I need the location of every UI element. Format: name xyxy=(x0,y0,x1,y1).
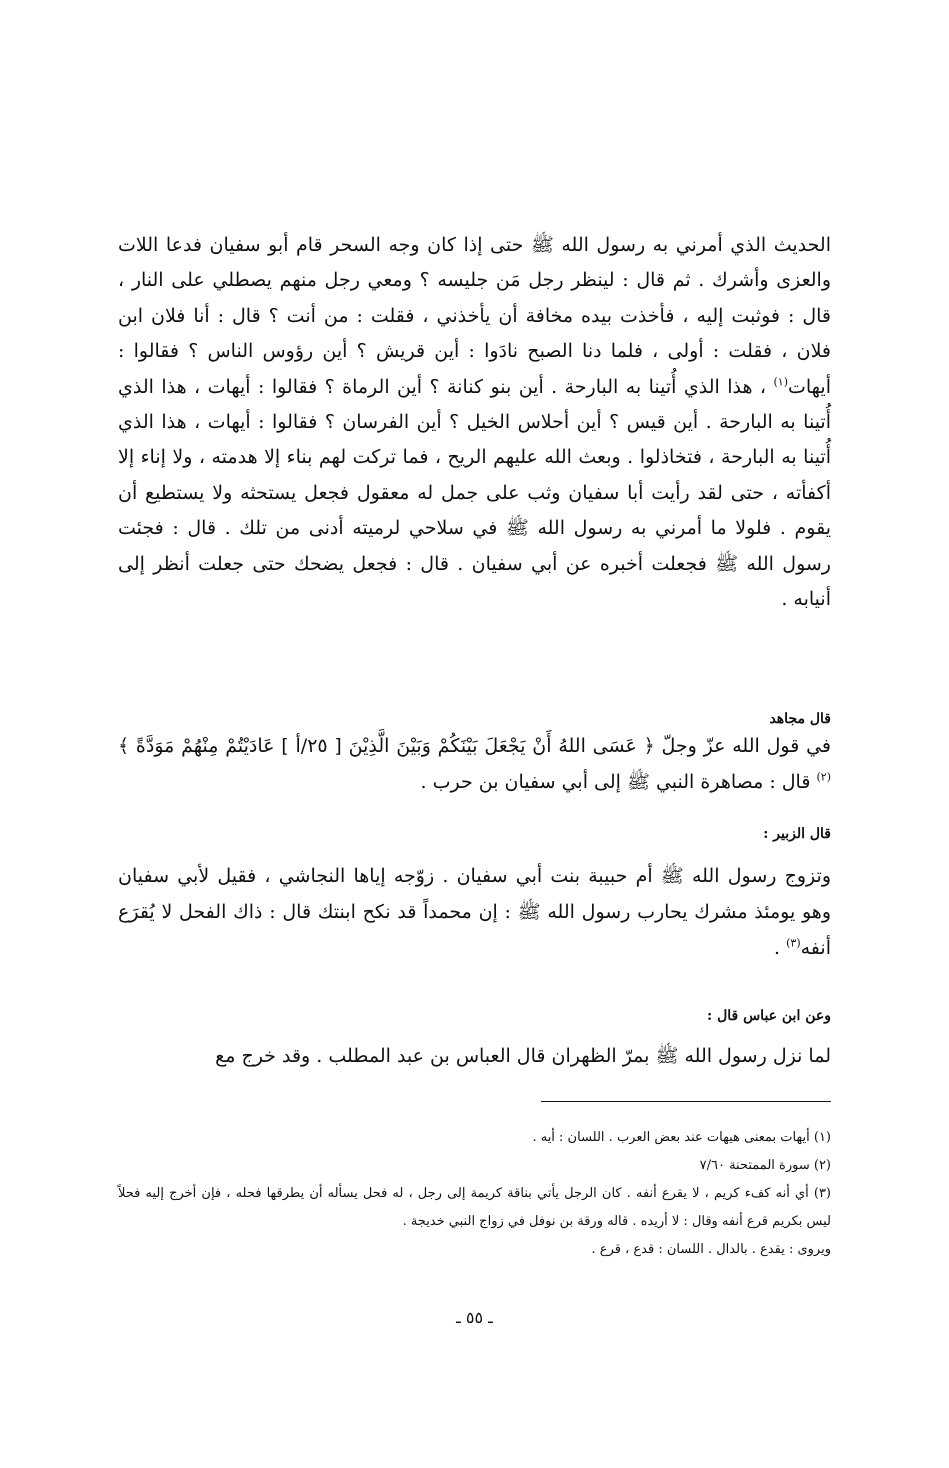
heading-zubair: قال الزبير : xyxy=(763,826,831,842)
footnote-ref-3[interactable]: (٣) xyxy=(786,936,801,950)
footnote-3: (٣) أي أنه كفء كريم ، لا يقرع أنفه . كان الرجل يأتي بناقة كريمة إلى رجل ، له فحل يسأله أن يطرقها فحله ، فإن أخرج إليه فحلاً ليس بكريم قرع أنفه وقال : لا أريده . قاله ورقة بن نوفل في زواج النبي خديجة . xyxy=(118,1186,831,1229)
heading-mujahid: قال مجاهد xyxy=(769,711,831,727)
paragraph-zubair-end: . xyxy=(774,937,787,959)
paragraph-mujahid xyxy=(118,728,831,800)
page-number: ـ ٥٥ ـ xyxy=(456,1308,493,1327)
footnote-ref-2[interactable]: (٢) xyxy=(816,770,831,784)
main-paragraph xyxy=(118,228,831,617)
footnote-1: (١) أيهات بمعنى هيهات عند بعض العرب . اللسان : أيه . xyxy=(532,1130,831,1145)
paragraph-ibn-abbas-text: لما نزل رسول الله ﷺ بمرّ الظهران قال العباس بن عبد المطلب . وقد خرج مع xyxy=(215,1045,831,1067)
footnote-ref-1[interactable]: (١) xyxy=(773,375,788,389)
paragraph-mujahid-text: قال : مصاهرة النبي ﷺ إلى أبي سفيان بن حرب . xyxy=(420,771,817,793)
main-paragraph-text: الحديث الذي أمرني به رسول الله ﷺ حتى إذا كان وجه السحر قام أبو سفيان فدعا اللات والعزى وأشرك . ثم قال : لينظر رجل مَن جليسه ؟ ومعي رجل منهم يصطلي على النار ، قال : فوثبت إليه ، فأخذت بيده مخافة أن يأخذني ، فقلت : من أنت ؟ قال : أنا فلان ابن فلان ، فقلت : أولى ، فلما دنا الصبح نادَوا : أين قريش ؟ أين رؤوس الناس ؟ فقالوا : أيهات xyxy=(118,234,831,398)
paragraph-zubair xyxy=(118,858,831,966)
paragraph-ibn-abbas xyxy=(118,1038,831,1074)
footnote-divider xyxy=(541,1101,831,1102)
footnote-2: (٢) سورة الممتحنة ٧/٦٠ xyxy=(699,1158,831,1173)
footnotes xyxy=(118,1124,831,1264)
heading-ibn-abbas: وعن ابن عباس قال : xyxy=(707,1008,831,1024)
paragraph-zubair-text: وتزوج رسول الله ﷺ أم حبيبة بنت أبي سفيان . زوّجه إياها النجاشي ، فقيل لأبي سفيان وهو يومئذ مشرك يحارب رسول الله ﷺ : إن محمداً قد نكح ابنتك قال : ذاك الفحل لا يُقرَع أنفه xyxy=(118,865,831,959)
main-paragraph-continuation: ، هذا الذي أُتينا به البارحة . أين بنو كنانة ؟ أين الرماة ؟ فقالوا : أيهات ، هذا الذي أُتينا به البارحة . أين قيس ؟ أين أحلاس الخيل ؟ أين الفرسان ؟ فقالوا : أيهات ، هذا الذي أُتينا به البارحة ، فتخاذلوا . وبعث الله عليهم الريح ، فما تركت لهم بناء إلا هدمته ، ولا إناء إلا أكفأته ، حتى لقد رأيت أبا سفيان وثب على جمل له معقول فجعل يستحثه ولا يستطيع أن يقوم . فلولا ما أمرني به رسول الله ﷺ في سلاحي لرميته أدنى من تلك . قال : فجئت رسول الله ﷺ فجعلت أخبره عن أبي سفيان . قال : فجعل يضحك حتى جعلت أنظر إلى أنيابه . xyxy=(118,375,831,611)
quran-verse: في قول الله عزّ وجلّ ﴿ عَسَى اللهُ أَنْ يَجْعَلَ بَيْنَكُمْ وَبَيْنَ الَّذِيْنَ [ ٢٥/أ ] عَادَيْتُمْ مِنْهُمْ مَوَدَّةً ﴾ xyxy=(118,735,831,757)
footnote-3-continuation: ويروى : يقدع . بالدال . اللسان : قدع ، قرع . xyxy=(591,1242,831,1257)
